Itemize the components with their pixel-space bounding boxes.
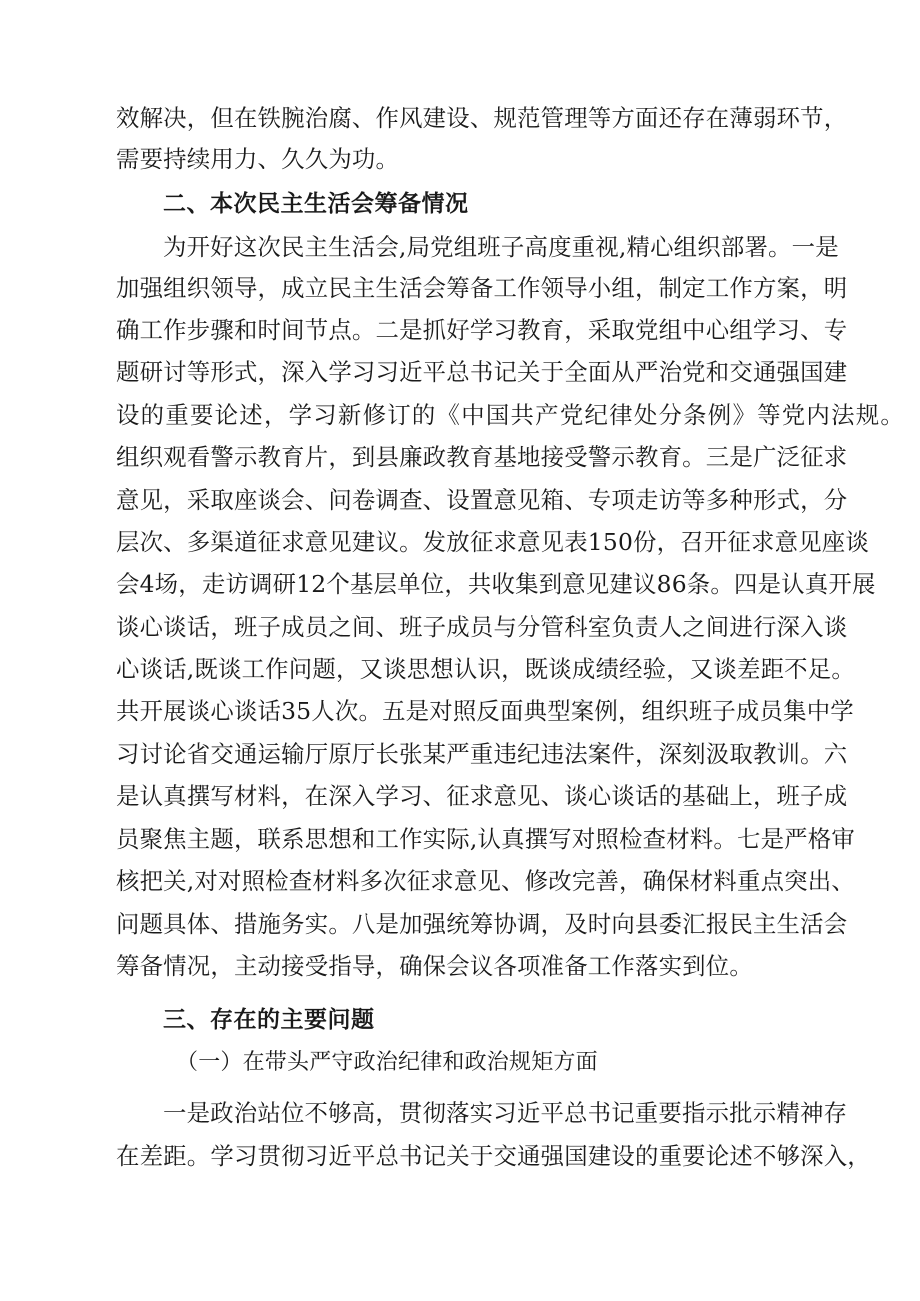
body-text-line: 筹备情况，主动接受指导，确保会议各项准备工作落实到位。 [116,952,753,980]
body-text-line: 谈心谈话，班子成员之间、班子成员与分管科室负责人之间进行深入谈 [116,613,848,641]
body-text-line: 员聚焦主题，联系思想和工作实际,认真撰写对照检查材料。七是严格审 [116,825,855,853]
body-text-line: 组织观看警示教育片，到县廉政教育基地接受警示教育。三是广泛征求 [116,443,848,471]
body-text-line: 层次、多渠道征求意见建议。发放征求意见表150份，召开征求意见座谈 [116,528,869,556]
body-text-line: 心谈话,既谈工作问题，又谈思想认识，既谈成绩经验，又谈差距不足。 [116,655,855,683]
section-heading-2: 二、本次民主生活会筹备情况 [163,191,469,217]
body-text-line: 会4场，走访调研12个基层单位，共收集到意见建议86条。四是认真开展 [116,570,876,598]
body-text-line: 题研讨等形式，深入学习习近平总书记关于全面从严治党和交通强国建 [116,358,848,386]
body-text-line: 意见，采取座谈会、问卷调查、设置意见箱、专项走访等多种形式，分 [116,486,848,514]
body-text-line: 在差距。学习贯彻习近平总书记关于交通强国建设的重要论述不够深入， [116,1142,871,1170]
body-text-line: 核把关,对对照检查材料多次征求意见、修改完善，确保材料重点突出、 [116,867,855,895]
paragraph-first-line: 一是政治站位不够高，贯彻落实习近平总书记重要指示批示精神存 [163,1099,848,1127]
body-text-line: 设的重要论述，学习新修订的《中国共产党纪律处分条例》等党内法规。 [116,401,904,429]
body-text-line: 确工作步骤和时间节点。二是抓好学习教育，采取党组中心组学习、专 [116,316,848,344]
body-text-line: 是认真撰写材料，在深入学习、征求意见、谈心谈话的基础上，班子成 [116,782,848,810]
body-text-line: 效解决，但在铁腕治腐、作风建设、规范管理等方面还存在薄弱环节， [116,104,848,132]
body-text-line: 需要持续用力、久久为功。 [116,145,400,173]
body-text-line: 加强组织领导，成立民主生活会筹备工作领导小组，制定工作方案，明 [116,274,848,302]
subsection-heading: （一）在带头严守政治纪律和政治规矩方面 [176,1050,598,1075]
body-text-line: 问题具体、措施务实。八是加强统筹协调，及时向县委汇报民主生活会 [116,910,848,938]
body-text-line: 习讨论省交通运输厅原厅长张某严重违纪违法案件，深刻汲取教训。六 [116,740,848,768]
body-text-line: 共开展谈心谈话35人次。五是对照反面典型案例，组织班子成员集中学 [116,697,854,725]
section-heading-3: 三、存在的主要问题 [163,1007,375,1033]
paragraph-first-line: 为开好这次民主生活会,局党组班子高度重视,精心组织部署。一是 [163,233,839,261]
